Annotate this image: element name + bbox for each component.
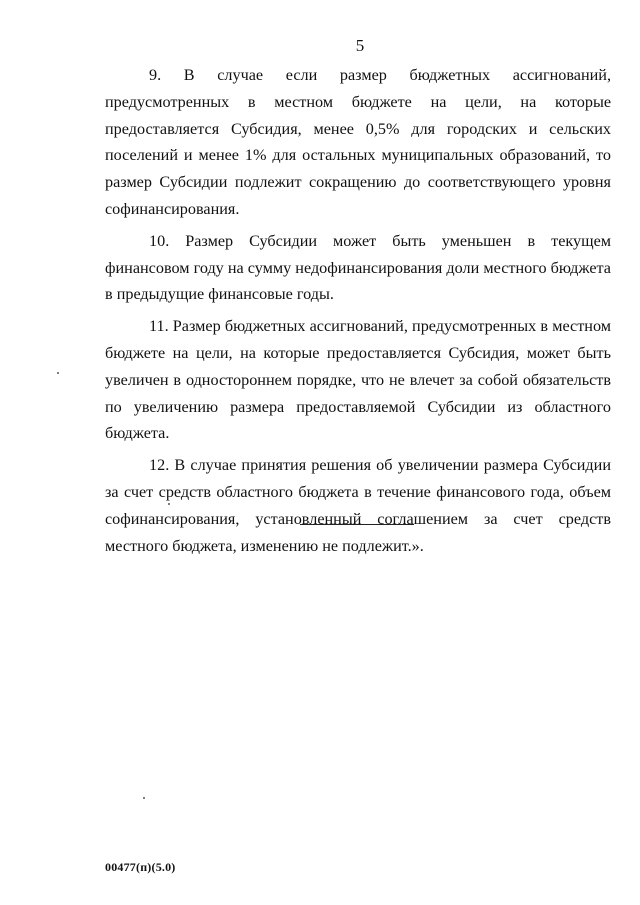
document-code: 00477(п)(5.0) (105, 860, 176, 874)
paragraph-10: 10. Размер Субсидии может быть уменьшен в текущем финансовом году на сумму недофинансирования доли местного бюджета в предыдущие финансовые годы. (105, 231, 611, 304)
paragraph-9: 9. В случае если размер бюджетных ассигнований, предусмотренных в местном бюджете на цели, на которые предоставляется Субсидия, менее 0,5% для городских и сельских поселений и менее 1% для остальных муниципальных образований, то размер Субсидии подлежит сокращению до соответствующего уровня софинансирования. (105, 66, 611, 218)
page-number: 5 (355, 36, 365, 55)
document-body (105, 62, 611, 564)
section-divider-line (300, 524, 414, 525)
paragraph-12: 12. В случае принятия решения об увеличении размера Субсидии за счет средств областного бюджета в течение финансового года, объем софинансирования, установленный соглашением за счет средств местного бюджета, изменению не подлежит.». (105, 456, 611, 555)
paragraph-11: 11. Размер бюджетных ассигнований, предусмотренных в местном бюджете на цели, на которые предоставляется Субсидия, может быть увеличен в одностороннем порядке, что не влечет за собой обязательств по увеличению размера предоставляемой Субсидии из областного бюджета. (105, 317, 611, 443)
scan-speck (168, 503, 170, 505)
scan-speck (143, 797, 145, 799)
scan-speck (57, 372, 59, 374)
